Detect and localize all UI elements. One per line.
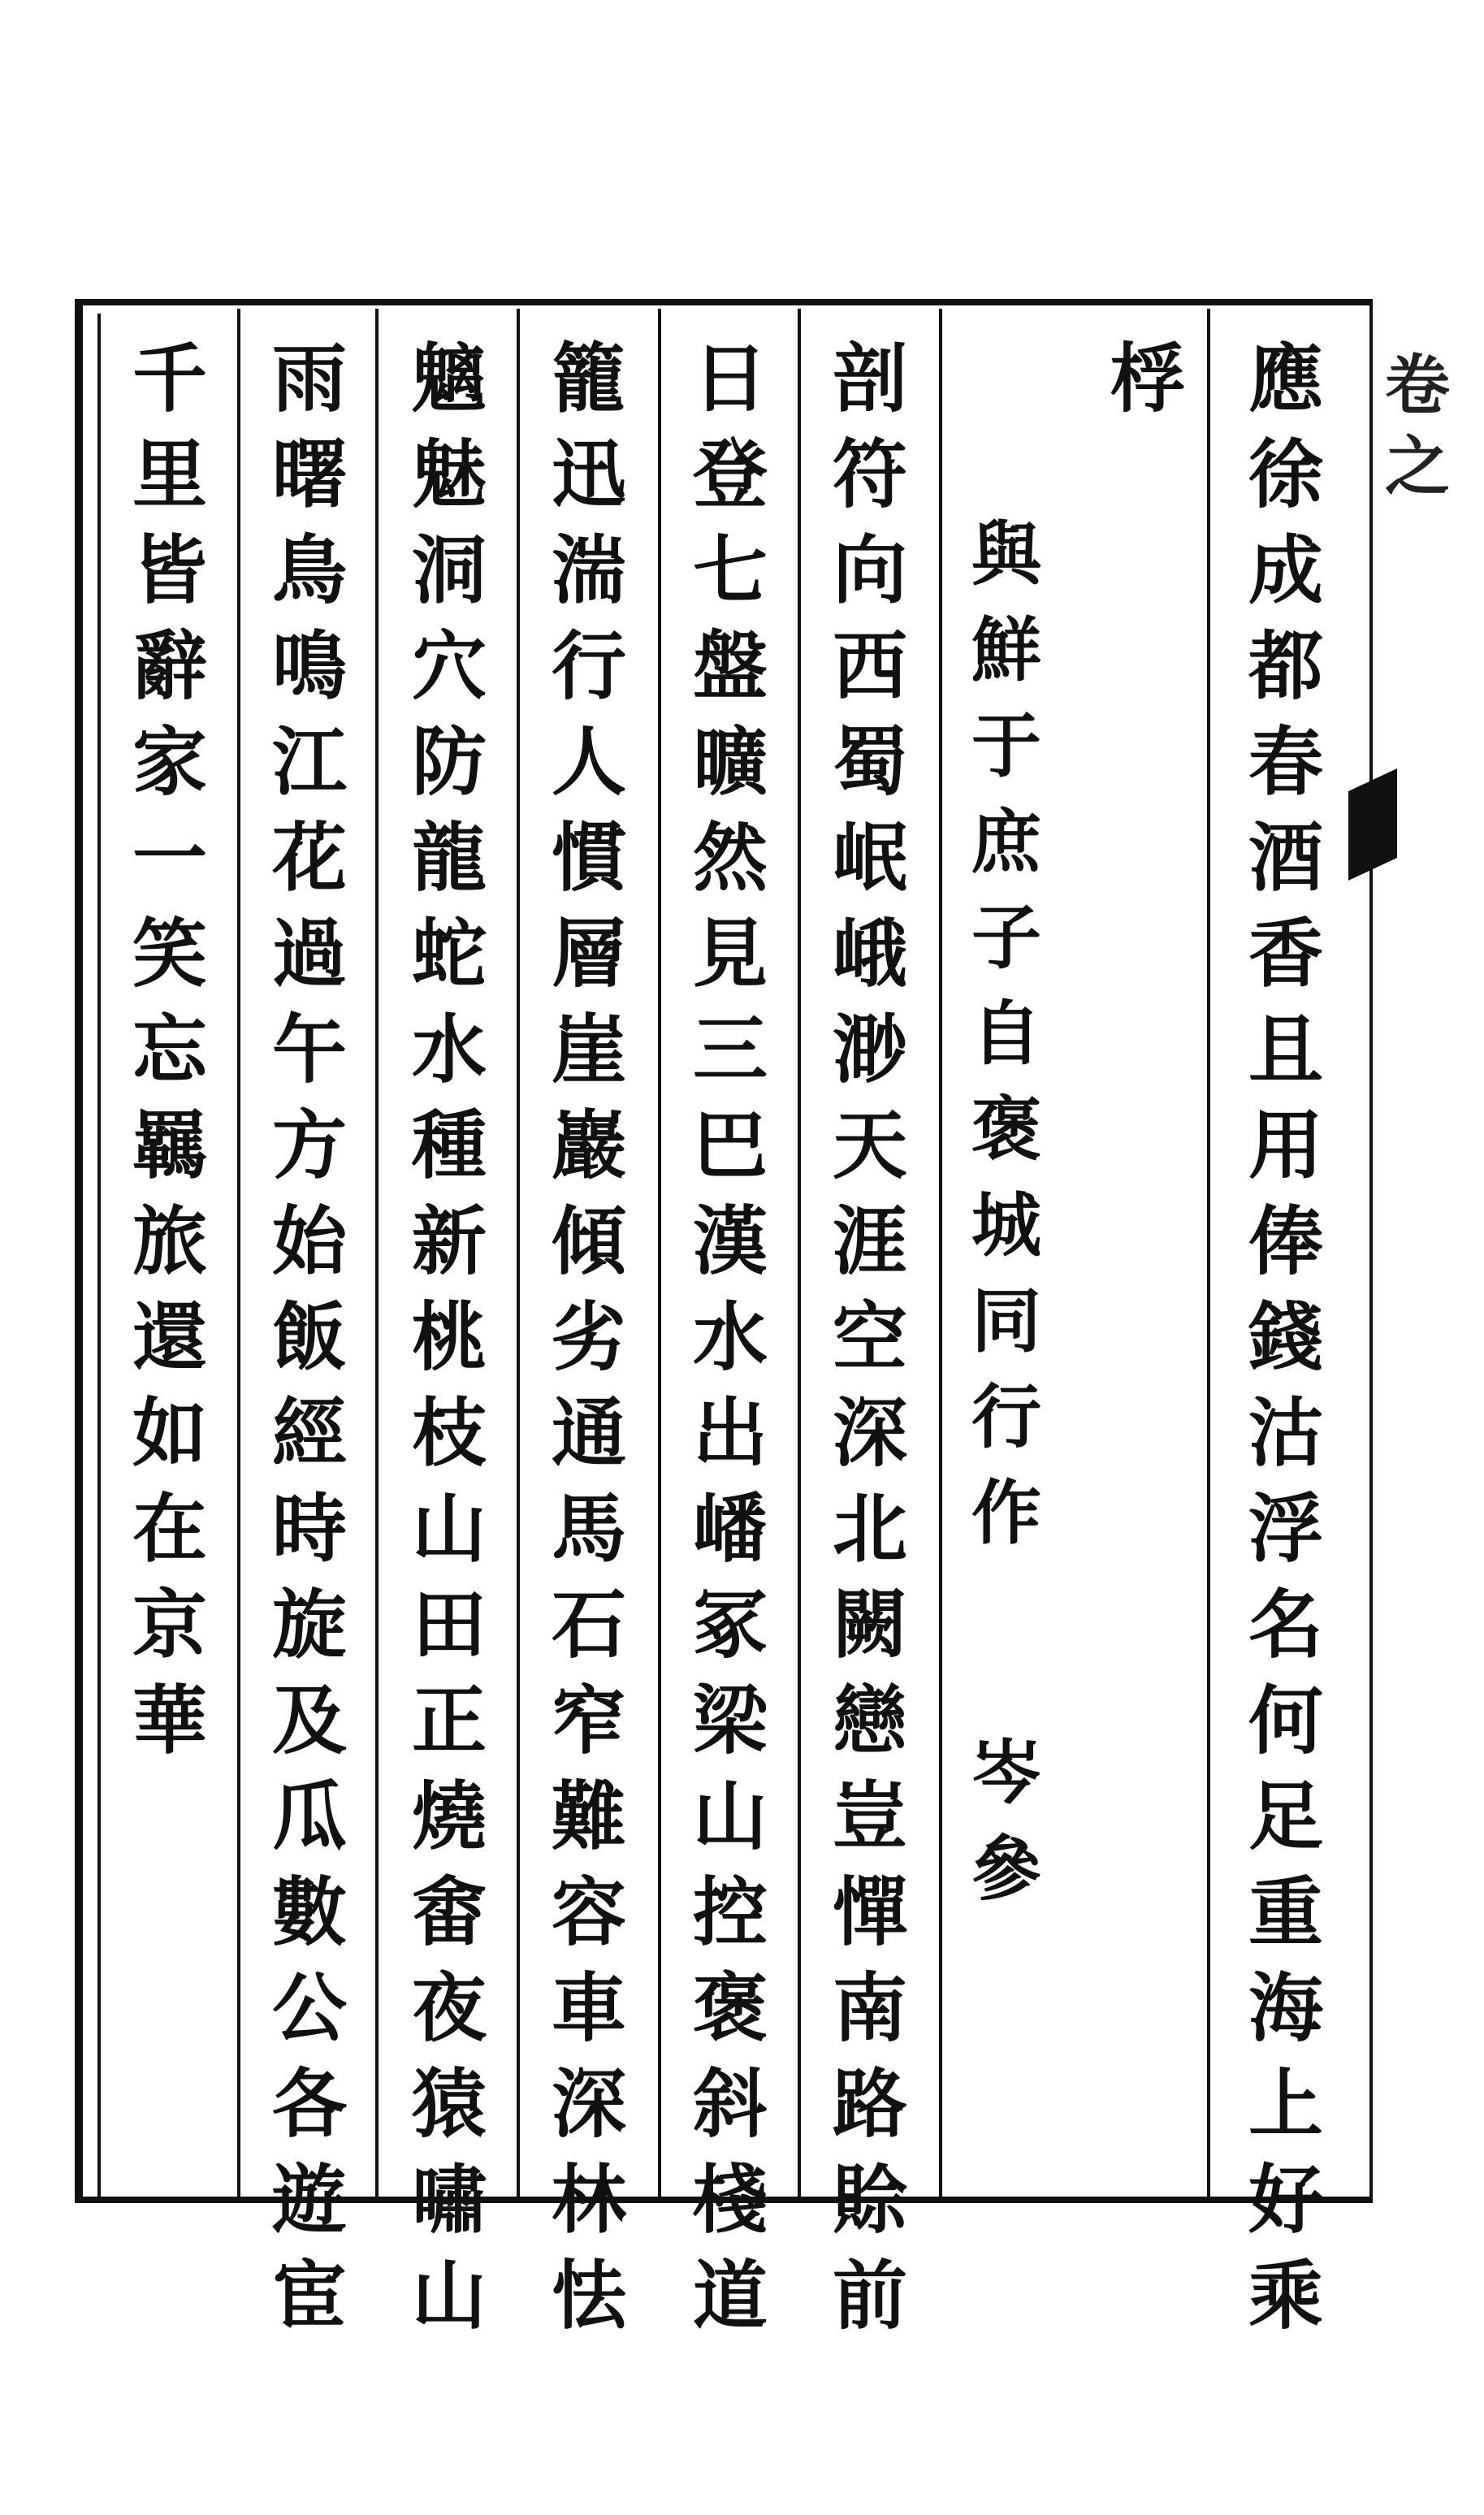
character: 七 [692, 526, 768, 614]
character: 都 [1248, 622, 1323, 710]
character: 湍 [551, 526, 626, 614]
character: 褒 [692, 1964, 768, 2052]
character: 各 [271, 2060, 347, 2148]
character: 冢 [692, 1581, 768, 1669]
character: 闕 [832, 1581, 907, 1669]
character: 水 [411, 1006, 487, 1093]
column-divider [375, 309, 379, 2201]
character: 嘯 [411, 2156, 487, 2244]
character: 桴 [1110, 335, 1185, 422]
character: 深 [832, 1389, 907, 1477]
character: 登 [692, 431, 768, 518]
text-column-2 [1087, 335, 1209, 437]
character: 里 [132, 431, 207, 518]
character: 龍 [411, 814, 487, 902]
character: 漢 [692, 1197, 768, 1285]
header-fragment [1373, 333, 1462, 504]
character: 俸 [1248, 1197, 1323, 1285]
character: 馬 [551, 1485, 626, 1573]
character: 傾 [551, 1197, 626, 1285]
character: 于 [971, 705, 1041, 787]
character: 京 [132, 1581, 207, 1669]
character: 豈 [832, 1773, 907, 1860]
character: 種 [411, 1102, 487, 1189]
character: 防 [411, 718, 487, 806]
text-column-6 [528, 335, 650, 2354]
character: 巖 [551, 1102, 626, 1189]
character: 鮮 [971, 609, 1041, 691]
character: 魅 [411, 431, 487, 518]
character: 三 [692, 1006, 768, 1093]
character: 籠 [551, 335, 626, 422]
character: 燒 [411, 1773, 487, 1860]
text-column-9 [109, 335, 231, 1779]
character: 同 [971, 1280, 1041, 1362]
column-divider [517, 309, 520, 2201]
character: 時 [271, 1485, 347, 1573]
character: 難 [551, 1773, 626, 1860]
column-divider [939, 309, 942, 2201]
character: 道 [692, 2252, 768, 2340]
character: 符 [832, 431, 907, 518]
character: 魑 [411, 335, 487, 422]
character: 浮 [1248, 1485, 1323, 1573]
character: 枝 [411, 1389, 487, 1477]
column-divider [1207, 309, 1210, 2201]
character: 及 [271, 1677, 347, 1764]
character: 賒 [832, 2156, 907, 2244]
character: 在 [132, 1485, 207, 1573]
character: 用 [1248, 1102, 1323, 1189]
character: 經 [271, 1389, 347, 1477]
text-column-8 [249, 335, 370, 2354]
character: 岑 [971, 1732, 1041, 1814]
character: 嶓 [692, 1485, 768, 1573]
character: 路 [832, 2060, 907, 2148]
character: 忘 [132, 1006, 207, 1093]
character: 花 [271, 814, 347, 902]
character: 足 [1248, 1773, 1323, 1860]
character: 夜 [411, 1964, 487, 2052]
character: 如 [132, 1389, 207, 1477]
character: 前 [832, 2252, 907, 2340]
character: 峨 [832, 910, 907, 998]
character: 崖 [551, 1006, 626, 1093]
character: 怯 [551, 2252, 626, 2340]
header-fragment-char: 之 [1385, 428, 1450, 504]
character: 江 [271, 718, 347, 806]
character: 城 [971, 1184, 1041, 1266]
character: 林 [551, 2156, 626, 2244]
character: 何 [1248, 1677, 1323, 1764]
character: 畬 [411, 1868, 487, 1956]
character: 參 [971, 1828, 1041, 1910]
character: 日 [692, 335, 768, 422]
character: 曙 [271, 431, 347, 518]
character: 飯 [271, 1293, 347, 1381]
character: 窄 [551, 1677, 626, 1764]
character: 公 [271, 1964, 347, 2052]
text-column-3 [945, 513, 1067, 1574]
character: 笑 [132, 910, 207, 998]
character: 蜀 [832, 718, 907, 806]
character: 出 [692, 1389, 768, 1477]
character: 戀 [832, 1677, 907, 1764]
character: 桃 [411, 1293, 487, 1381]
character: 香 [1248, 910, 1323, 998]
character: 山 [692, 1773, 768, 1860]
character: 控 [692, 1868, 768, 1956]
text-column-5 [669, 335, 791, 2354]
character: 皆 [132, 526, 207, 614]
character: 南 [832, 1964, 907, 2052]
character: 旅 [132, 1197, 207, 1285]
character: 成 [1248, 526, 1323, 614]
character: 行 [971, 1376, 1041, 1458]
character: 西 [832, 622, 907, 710]
character: 庶 [971, 801, 1041, 883]
header-fragment-char: 卷 [1385, 347, 1450, 423]
character: 梁 [692, 1677, 768, 1764]
character: 慣 [551, 814, 626, 902]
character: 田 [411, 1581, 487, 1669]
text-column-7 [388, 335, 510, 2354]
character: 盤 [692, 622, 768, 710]
character: 春 [1248, 718, 1323, 806]
character: 人 [551, 718, 626, 806]
character: 鳴 [271, 622, 347, 710]
character: 渺 [832, 1006, 907, 1093]
character: 正 [411, 1677, 487, 1764]
character: 好 [1248, 2156, 1323, 2244]
character: 然 [692, 814, 768, 902]
character: 子 [971, 897, 1041, 979]
character: 一 [132, 814, 207, 902]
character: 千 [132, 335, 207, 422]
character: 過 [271, 910, 347, 998]
character: 空 [832, 1293, 907, 1381]
character: 巴 [692, 1102, 768, 1189]
character: 褒 [971, 1089, 1041, 1171]
character: 旋 [271, 1581, 347, 1669]
character: 涯 [832, 1197, 907, 1285]
character: 始 [271, 1197, 347, 1285]
character: 作 [971, 1472, 1041, 1554]
character: 酒 [1248, 814, 1323, 902]
character: 上 [1248, 2060, 1323, 2148]
character: 蛇 [411, 910, 487, 998]
character: 天 [832, 1102, 907, 1189]
character: 剖 [832, 335, 907, 422]
character: 辭 [132, 622, 207, 710]
character: 鳥 [271, 526, 347, 614]
author-name [945, 1732, 1067, 1930]
character: 徐 [1248, 431, 1323, 518]
character: 層 [551, 910, 626, 998]
character: 華 [132, 1677, 207, 1764]
character: 車 [551, 1964, 626, 2052]
character: 憚 [832, 1868, 907, 1956]
character: 應 [1248, 335, 1323, 422]
character: 羈 [132, 1102, 207, 1189]
character: 山 [411, 1485, 487, 1573]
character: 岷 [832, 814, 907, 902]
character: 劣 [551, 1293, 626, 1381]
character: 猿 [411, 2060, 487, 2148]
character: 新 [411, 1197, 487, 1285]
column-divider [798, 309, 801, 2201]
character: 錢 [1248, 1293, 1323, 1381]
character: 乘 [1248, 2252, 1323, 2340]
character: 午 [271, 1006, 347, 1093]
character: 北 [832, 1485, 907, 1573]
character: 通 [551, 1389, 626, 1477]
character: 石 [551, 1581, 626, 1669]
character: 穴 [411, 622, 487, 710]
character: 數 [271, 1868, 347, 1956]
character: 雨 [271, 335, 347, 422]
character: 曠 [692, 718, 768, 806]
character: 宦 [271, 2252, 347, 2340]
character: 方 [271, 1102, 347, 1189]
character: 迅 [551, 431, 626, 518]
character: 向 [832, 526, 907, 614]
character: 深 [551, 2060, 626, 2148]
character: 棧 [692, 2156, 768, 2244]
character: 家 [132, 718, 207, 806]
character: 行 [551, 622, 626, 710]
character: 洞 [411, 526, 487, 614]
character: 重 [1248, 1868, 1323, 1956]
character: 瓜 [271, 1773, 347, 1860]
character: 與 [971, 513, 1041, 595]
text-column-4 [809, 335, 931, 2354]
character: 海 [1248, 1964, 1323, 2052]
character: 還 [132, 1293, 207, 1381]
character: 沽 [1248, 1389, 1323, 1477]
character: 自 [971, 993, 1041, 1075]
character: 水 [692, 1293, 768, 1381]
character: 名 [1248, 1581, 1323, 1669]
character: 遊 [271, 2156, 347, 2244]
character: 斜 [692, 2060, 768, 2148]
character: 容 [551, 1868, 626, 1956]
character: 見 [692, 910, 768, 998]
character: 且 [1248, 1006, 1323, 1093]
character: 山 [411, 2252, 487, 2340]
column-divider [237, 309, 240, 2201]
text-column-1 [1225, 335, 1347, 2354]
column-divider [658, 309, 661, 2201]
